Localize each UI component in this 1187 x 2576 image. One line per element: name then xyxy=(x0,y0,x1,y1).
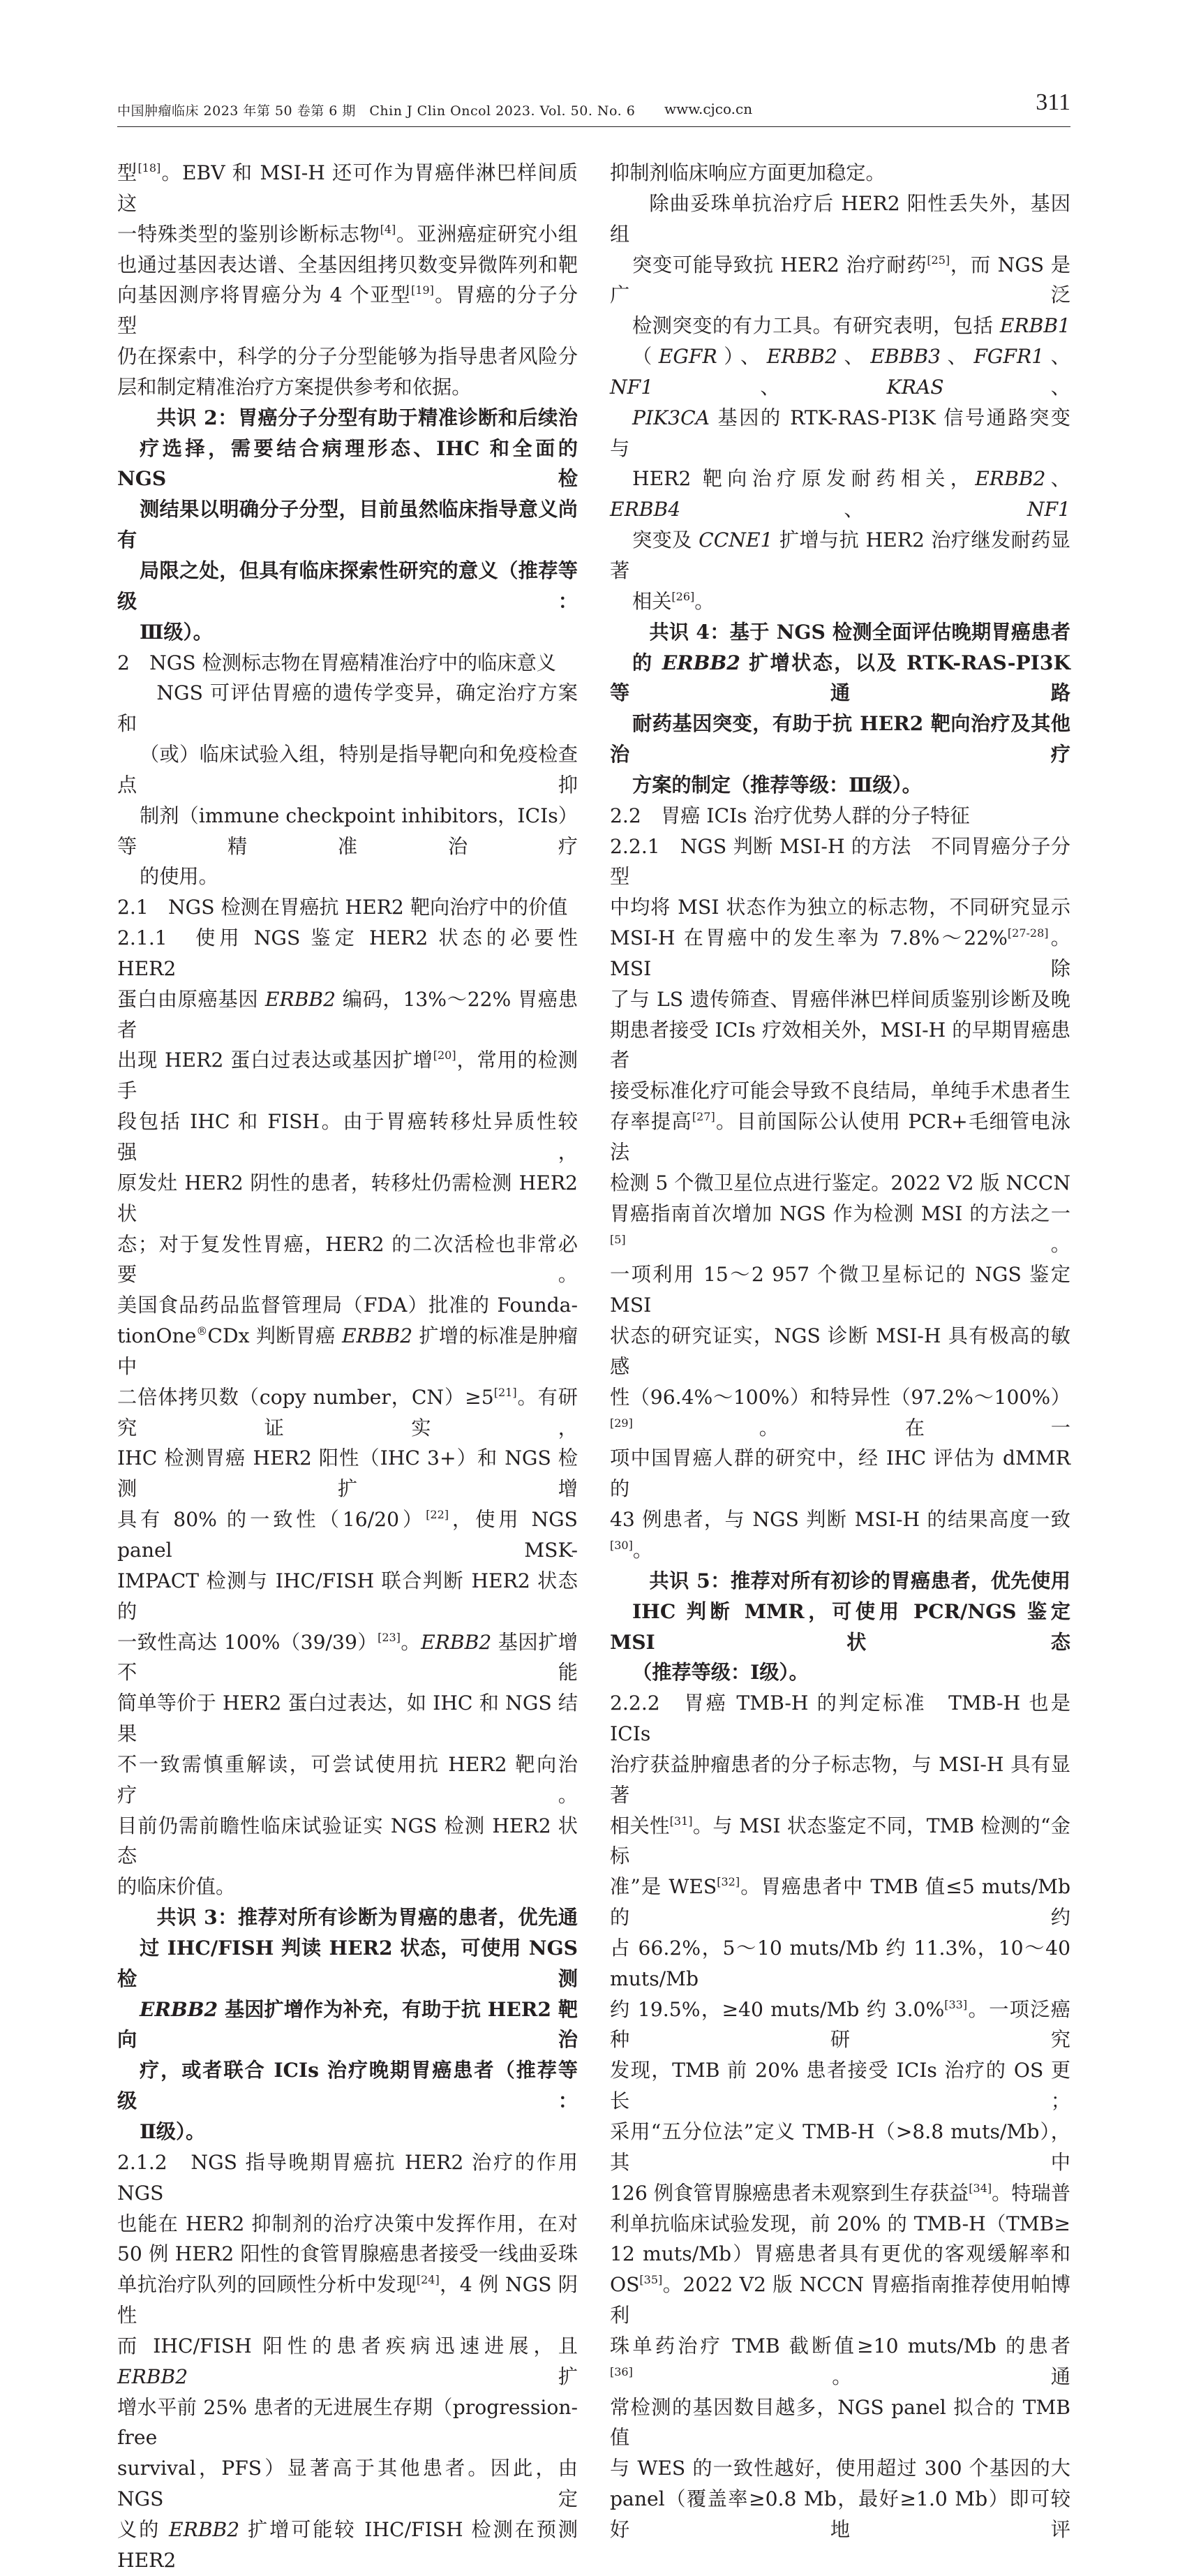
citation-ref[interactable]: [34] xyxy=(969,2181,992,2195)
paragraph-resistance xyxy=(610,188,1070,617)
journal-url: www.cjco.cn xyxy=(664,101,753,117)
text-line: 12 muts/Mb）胃癌患者具有更优的客观缓解率和 xyxy=(610,2242,1070,2266)
section-heading-2-1: 2.1 NGS 检测在胃癌抗 HER2 靶向治疗中的价值 xyxy=(117,896,568,919)
gene-symbol: EBBB3 xyxy=(870,345,941,369)
left-column xyxy=(117,158,598,2576)
text-line: 突变及 CCNE1 扩增与抗 HER2 治疗继发耐药显著 xyxy=(610,528,1070,582)
text-line: tionOne®CDx 判断胃癌 ERBB2 扩增的标准是肿瘤中 xyxy=(117,1324,578,1378)
text-line: ERBB2 基因扩增作为补充，有助于抗 HER2 靶向治 xyxy=(117,1997,578,2052)
text-line: 占 66.2%，5～10 muts/Mb 约 11.3%，10～40 muts/Mb xyxy=(610,1936,1070,1990)
text-line: 段包括 IHC 和 FISH。由于胃癌转移灶异质性较强， xyxy=(117,1110,578,1164)
text-line: 接受标准化疗可能会导致不良结局，单纯手术患者生 xyxy=(610,1079,1070,1103)
text-line: panel（覆盖率≥0.8 Mb，最好≥1.0 Mb）即可较好地评 xyxy=(610,2487,1070,2541)
text-line: （或）临床试验入组，特别是指导靶向和免疫检查点抑 xyxy=(117,743,578,797)
text-line: 测结果以明确分子分型，目前虽然临床指导意义尚有 xyxy=(117,498,578,552)
text-line: 常检测的基因数目越多，NGS panel 拟合的 TMB 值 xyxy=(610,2395,1070,2450)
text-line: 过 IHC/FISH 判读 HER2 状态，可使用 NGS 检测 xyxy=(117,1936,578,1990)
citation-ref[interactable]: [5] xyxy=(610,1232,626,1246)
text-line: （推荐等级：Ⅰ级）。 xyxy=(632,1661,809,1685)
citation-ref[interactable]: [33] xyxy=(944,1997,968,2011)
text-line: 态；对于复发性胃癌，HER2 的二次活检也非常必要。 xyxy=(117,1232,578,1287)
text-line: 耐药基因突变，有助于抗 HER2 靶向治疗及其他治疗 xyxy=(610,712,1070,767)
citation-ref[interactable]: [19] xyxy=(411,283,434,297)
text-line: 突变可能导致抗 HER2 治疗耐药[25]，而 NGS 是广泛 xyxy=(610,253,1070,307)
text-line: 具有 80% 的一致性（16/20）[22]，使用 NGS panel MSK- xyxy=(117,1508,578,1562)
section-heading-2: 2 NGS 检测标志物在胃癌精准治疗中的临床意义 xyxy=(117,651,556,674)
registered-mark: ® xyxy=(196,1324,208,1338)
gene-symbol: ERBB2 xyxy=(169,2517,240,2541)
text-line: 制剂（immune checkpoint inhibitors，ICIs）等精准治疗 xyxy=(117,804,578,858)
text-line: 一致性高达 100%（39/39）[23]。ERBB2 基因扩增不能 xyxy=(117,1630,578,1685)
text-line: 利单抗临床试验发现，前 20% 的 TMB-H（TMB≥ xyxy=(610,2212,1070,2235)
text-line: 仍在探索中，科学的分子分型能够为指导患者风险分 xyxy=(117,345,578,369)
text-line: 也能在 HER2 抑制剂的治疗决策中发挥作用，在对 xyxy=(117,2212,578,2235)
paragraph-continued xyxy=(610,158,1070,188)
citation-ref[interactable]: [20] xyxy=(433,1049,456,1063)
text-line: 126 例食管胃腺癌患者未观察到生存获益[34]。特瑞普 xyxy=(610,2181,1070,2205)
text-line: 不一致需慎重解读，可尝试使用抗 HER2 靶向治疗。 xyxy=(117,1752,578,1807)
text-line: 疗选择，需要结合病理形态、IHC 和全面的 NGS 检 xyxy=(117,436,578,491)
text-line: 2.1.1 使用 NGS 鉴定 HER2 状态的必要性 HER2 xyxy=(117,926,598,980)
text-line: 相关性[31]。与 MSI 状态鉴定不同，TMB 检测的“金标 xyxy=(610,1814,1070,1868)
text-line: HER2 靶向治疗原发耐药相关，ERBB2、ERBB4、NF1 xyxy=(610,467,1070,521)
citation-ref[interactable]: [32] xyxy=(717,1875,740,1889)
citation-ref[interactable]: [27-28] xyxy=(1007,926,1049,940)
journal-name-cn: 中国肿瘤临床 2023 年第 50 卷第 6 期 xyxy=(117,103,356,119)
paragraph-molecular-subtypes xyxy=(117,158,578,403)
text-line: 了与 LS 遗传筛查、胃癌伴淋巴样间质鉴别诊断及晚 xyxy=(610,987,1070,1011)
citation-ref[interactable]: [31] xyxy=(669,1814,693,1828)
gene-symbol: ERBB2 xyxy=(117,2364,188,2388)
text-line: 2.1.2 NGS 指导晚期胃癌抗 HER2 治疗的作用 NGS xyxy=(117,2150,598,2205)
gene-symbol: CCNE1 xyxy=(699,528,773,552)
paragraph-2-1-2 xyxy=(117,2147,598,2576)
gene-symbol: NF1 xyxy=(610,375,654,399)
text-line: 局限之处，但具有临床探索性研究的意义（推荐等级： xyxy=(117,558,578,613)
gene-symbol: ERBB2 xyxy=(264,987,336,1011)
text-line: （EGFR）、ERBB2、EBBB3、FGFR1、NF1、KRAS、 xyxy=(610,345,1070,399)
text-line: 2.2.2 胃癌 TMB-H 的判定标准 TMB-H 也是 ICIs xyxy=(610,1692,1070,1746)
text-line: 项中国胃癌人群的研究中，经 IHC 评估为 dMMR 的 xyxy=(610,1446,1070,1501)
citation-ref[interactable]: [29] xyxy=(610,1416,633,1430)
text-line: 单抗治疗队列的回顾性分析中发现[24]，4 例 NGS 阴性 xyxy=(117,2273,578,2327)
paragraph-2-2-1 xyxy=(610,831,1070,1566)
gene-symbol: ERBB2 xyxy=(766,345,837,369)
text-line: 检测突变的有力工具。有研究表明，包括 ERBB1 xyxy=(632,314,1070,338)
text-line: 一特殊类型的鉴别诊断标志物[4]。亚洲癌症研究小组 xyxy=(117,222,578,246)
text-line: 的 ERBB2 扩增状态，以及 RTK-RAS-PI3K 等通路 xyxy=(610,651,1070,705)
text-line: 共识 3：推荐对所有诊断为胃癌的患者，优先通 xyxy=(156,1906,578,1930)
gene-symbol: NF1 xyxy=(1027,498,1070,521)
text-line: 疗，或者联合 ICIs 治疗晚期胃癌患者（推荐等级： xyxy=(117,2059,578,2113)
text-line: 向基因测序将胃癌分为 4 个亚型[19]。胃癌的分子分型 xyxy=(117,283,578,338)
text-line: 简单等价于 HER2 蛋白过表达，如 IHC 和 NGS 结果 xyxy=(117,1692,578,1746)
text-line: 型[18]。EBV 和 MSI-H 还可作为胃癌伴淋巴样间质这 xyxy=(117,161,578,215)
text-line: OS[35]。2022 V2 版 NCCN 胃癌指南推荐使用帕博利 xyxy=(610,2273,1070,2327)
text-line: 性（96.4%～100%）和特异性（97.2%～100%）[29]。在一 xyxy=(610,1385,1070,1439)
text-line: survival，PFS）显著高于其他患者。因此，由 NGS 定 xyxy=(117,2457,578,2511)
gene-symbol: FGFR1 xyxy=(973,345,1045,369)
text-line: Ⅲ级）。 xyxy=(140,620,213,644)
text-line: 抑制剂临床响应方面更加稳定。 xyxy=(610,161,886,184)
citation-ref[interactable]: [30] xyxy=(610,1538,633,1552)
consensus-5 xyxy=(610,1566,1070,1688)
text-line: 珠单药治疗 TMB 截断值≥10 muts/Mb 的患者[36]。通 xyxy=(610,2334,1070,2388)
text-line: 约 19.5%，≥40 muts/Mb 约 3.0%[33]。一项泛癌种研究 xyxy=(610,1997,1070,2052)
text-line: 共识 4：基于 NGS 检测全面评估晚期胃癌患者 xyxy=(649,620,1070,644)
text-line: 蛋白由原癌基因 ERBB2 编码，13%～22% 胃癌患者 xyxy=(117,987,578,1042)
paragraph-2-2-2 xyxy=(610,1688,1070,2545)
text-line: 出现 HER2 蛋白过表达或基因扩增[20]，常用的检测手 xyxy=(117,1049,578,1103)
text-line: 中均将 MSI 状态作为独立的标志物，不同研究显示 xyxy=(610,896,1070,919)
text-line: 也通过基因表达谱、全基因组拷贝数变异微阵列和靶 xyxy=(117,253,578,276)
text-line: IHC 检测胃癌 HER2 阳性（IHC 3+）和 NGS 检测扩增 xyxy=(117,1446,578,1501)
text-line: NGS 可评估胃癌的遗传学变异，确定治疗方案和 xyxy=(117,681,578,736)
text-line: MSI-H 在胃癌中的发生率为 7.8%～22%[27-28]。MSI 除 xyxy=(610,926,1070,980)
paragraph-2-1-1 xyxy=(117,923,598,1902)
text-line: 检测 5 个微卫星位点进行鉴定。2022 V2 版 NCCN xyxy=(610,1171,1070,1194)
text-line: 共识 5：推荐对所有初诊的胃癌患者，优先使用 xyxy=(649,1569,1070,1592)
running-header xyxy=(117,89,1070,124)
text-line: 方案的制定（推荐等级：Ⅲ级）。 xyxy=(632,773,922,797)
consensus-4 xyxy=(610,617,1070,801)
citation-ref[interactable]: [23] xyxy=(378,1630,401,1644)
right-column xyxy=(610,158,1070,2545)
gene-symbol: PIK3CA xyxy=(632,406,710,429)
citation-ref[interactable]: [35] xyxy=(639,2273,663,2287)
gene-symbol: KRAS xyxy=(886,375,944,399)
text-line: 相关[26]。 xyxy=(632,589,715,613)
text-line: 状态的研究证实，NGS 诊断 MSI-H 具有极高的敏感 xyxy=(610,1324,1070,1378)
text-line: 2.2.1 NGS 判断 MSI-H 的方法 不同胃癌分子分型 xyxy=(610,834,1070,889)
paragraph-ngs-intro xyxy=(117,678,578,892)
gene-symbol: EGFR xyxy=(658,345,717,369)
text-line: 发现，TMB 前 20% 患者接受 ICIs 治疗的 OS 更长； xyxy=(610,2059,1070,2113)
citation-ref[interactable]: [21] xyxy=(493,1385,517,1399)
text-line: PIK3CA 基因的 RTK-RAS-PI3K 信号通路突变与 xyxy=(610,406,1070,460)
text-line: 期患者接受 ICIs 疗效相关外，MSI-H 的早期胃癌患者 xyxy=(610,1018,1070,1072)
text-line: 采用“五分位法”定义 TMB-H（>8.8 muts/Mb），其中 xyxy=(610,2120,1070,2174)
text-line: 治疗获益肿瘤患者的分子标志物，与 MSI-H 具有显著 xyxy=(610,1752,1070,1807)
journal-name-en: Chin J Clin Oncol 2023. Vol. 50. No. 6 xyxy=(369,103,636,119)
text-line: IMPACT 检测与 IHC/FISH 联合判断 HER2 状态的 xyxy=(117,1569,578,1623)
citation-ref[interactable]: [26] xyxy=(671,589,695,603)
text-line: 除曲妥珠单抗治疗后 HER2 阳性丢失外，基因组 xyxy=(610,191,1070,246)
text-line: IHC 判断 MMR，可使用 PCR/NGS 鉴定 MSI 状态 xyxy=(610,1599,1070,1654)
citation-ref[interactable]: [27] xyxy=(692,1110,715,1124)
citation-ref[interactable]: [36] xyxy=(610,2364,633,2378)
header-rule xyxy=(117,126,1070,127)
gene-symbol: ERBB2 xyxy=(421,1630,492,1654)
page-number: 311 xyxy=(1036,89,1070,115)
text-line: 胃癌指南首次增加 NGS 作为检测 MSI 的方法之一[5]。 xyxy=(610,1201,1070,1256)
text-line: 目前仍需前瞻性临床试验证实 NGS 检测 HER2 状态 xyxy=(117,1814,578,1868)
text-line: 与 WES 的一致性越好，使用超过 300 个基因的大 xyxy=(610,2457,1070,2480)
gene-symbol: ERBB2 xyxy=(140,1997,218,2021)
citation-ref[interactable]: [4] xyxy=(380,222,396,236)
text-line: 义的 ERBB2 扩增可能较 IHC/FISH 检测在预测 HER2 xyxy=(117,2517,578,2572)
gene-symbol: ERBB2 xyxy=(662,651,740,674)
text-line: 增水平前 25% 患者的无进展生存期（progression-free xyxy=(117,2395,578,2450)
gene-symbol: ERBB4 xyxy=(610,498,681,521)
text-line: 而 IHC/FISH 阳性的患者疾病迅速进展，且 ERBB2 扩 xyxy=(117,2334,578,2388)
text-line: 原发灶 HER2 阴性的患者，转移灶仍需检测 HER2 状 xyxy=(117,1171,578,1225)
text-line: 存率提高[27]。目前国际公认使用 PCR+毛细管电泳法 xyxy=(610,1110,1070,1164)
text-line: Ⅱ级）。 xyxy=(140,2120,206,2143)
citation-ref[interactable]: [18] xyxy=(137,161,161,175)
consensus-3 xyxy=(117,1902,578,2147)
text-line: 共识 2：胃癌分子分型有助于精准诊断和后续治 xyxy=(156,406,578,429)
citation-ref[interactable]: [24] xyxy=(416,2273,440,2287)
text-line: 的使用。 xyxy=(140,865,218,889)
text-line: 二倍体拷贝数（copy number，CN）≥5[21]。有研究证实， xyxy=(117,1385,578,1439)
citation-ref[interactable]: [25] xyxy=(927,253,950,267)
text-line: 美国食品药品监督管理局（FDA）批准的 Founda- xyxy=(117,1294,578,1317)
text-line: 准”是 WES[32]。胃癌患者中 TMB 值≤5 muts/Mb 的约 xyxy=(610,1875,1070,1930)
gene-symbol: ERBB1 xyxy=(999,314,1070,338)
text-line: 层和制定精准治疗方案提供参考和依据。 xyxy=(117,375,472,399)
text-line: 的临床价值。 xyxy=(117,1875,236,1899)
gene-symbol: ERBB2 xyxy=(341,1324,413,1348)
gene-symbol: ERBB2 xyxy=(975,467,1046,491)
consensus-2 xyxy=(117,403,578,648)
citation-ref[interactable]: [22] xyxy=(426,1508,449,1522)
journal-citation xyxy=(117,101,635,119)
text-line: 50 例 HER2 阳性的食管胃腺癌患者接受一线曲妥珠 xyxy=(117,2242,578,2266)
text-line: 一项利用 15～2 957 个微卫星标记的 NGS 鉴定 MSI xyxy=(610,1263,1070,1317)
text-line: 43 例患者，与 NGS 判断 MSI-H 的结果高度一致[30]。 xyxy=(610,1508,1070,1562)
section-heading-2-2: 2.2 胃癌 ICIs 治疗优势人群的分子特征 xyxy=(610,804,970,827)
